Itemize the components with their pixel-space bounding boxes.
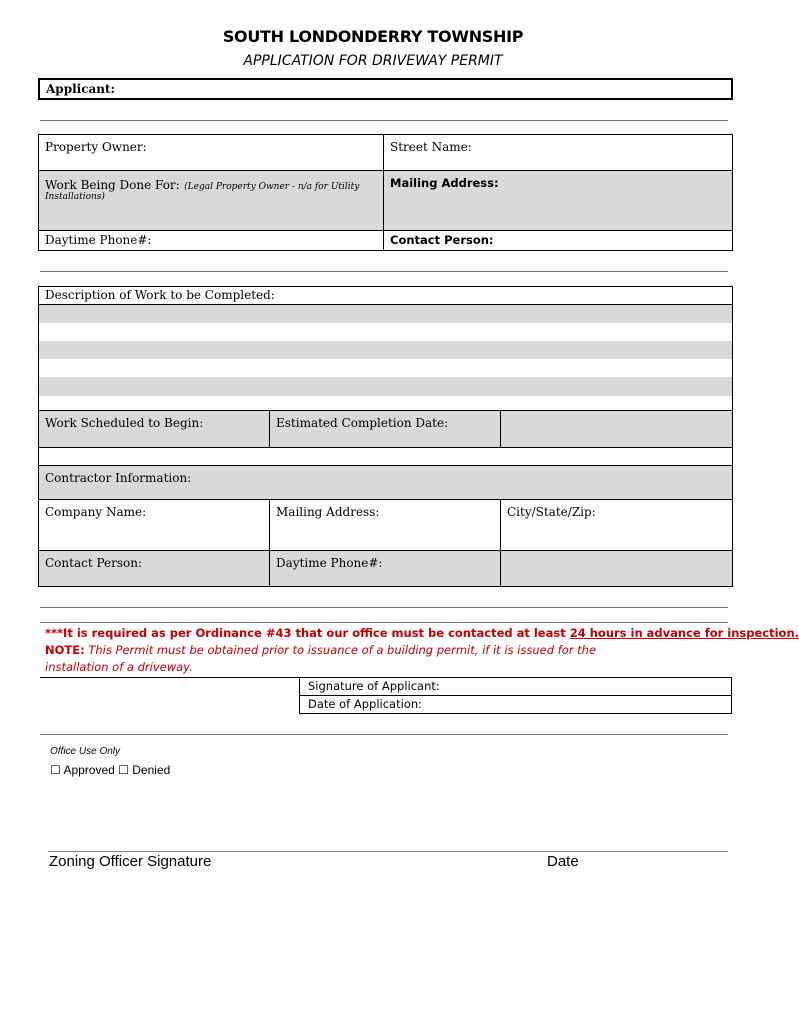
divider-line <box>40 120 728 121</box>
applicant-field[interactable] <box>38 78 733 100</box>
street-name-field[interactable] <box>384 135 732 171</box>
description-line-3[interactable] <box>39 341 732 359</box>
note-text-line2: installation of a driveway. <box>45 660 193 674</box>
divider-line <box>40 607 728 608</box>
form-title: SOUTH LONDONDERRY TOWNSHIP <box>222 27 524 46</box>
column-divider <box>500 499 501 586</box>
description-line-2[interactable] <box>39 323 732 341</box>
divider-line <box>40 734 728 735</box>
mailing-address-field[interactable] <box>384 171 732 231</box>
notice-prefix: ***It is required as per Ordinance #43 that our office must be contacted at least <box>45 626 570 640</box>
description-label: Description of Work to be Completed: <box>45 288 275 302</box>
inspection-notice <box>45 626 799 640</box>
estimated-completion-label: Estimated Completion Date: <box>276 416 449 430</box>
row-divider <box>39 230 732 231</box>
notice-underlined: 24 hours in advance for inspection. <box>569 626 799 640</box>
work-scheduled-label: Work Scheduled to Begin: <box>45 416 204 430</box>
form-subtitle: APPLICATION FOR DRIVEWAY PERMIT <box>243 53 503 69</box>
denied-checkbox[interactable]: ☐ <box>118 763 129 777</box>
description-line-1[interactable] <box>39 305 732 323</box>
zoning-signature-line[interactable] <box>48 851 728 852</box>
denied-label: Denied <box>132 763 171 777</box>
note-label: NOTE: <box>45 643 85 657</box>
city-state-zip-field[interactable] <box>501 500 732 551</box>
row-divider <box>39 465 732 466</box>
daytime-phone-label: Daytime Phone#: <box>45 233 152 247</box>
row-divider <box>39 304 732 305</box>
work-being-done-for-field[interactable] <box>39 171 384 231</box>
description-line-5[interactable] <box>39 377 732 396</box>
signature-left-line <box>40 677 299 678</box>
row-divider <box>39 170 732 171</box>
zoning-officer-signature-label: Zoning Officer Signature <box>49 853 212 870</box>
office-use-label: Office Use Only <box>50 746 121 757</box>
work-note-line2: Installations) <box>45 192 105 202</box>
column-divider <box>383 135 384 250</box>
date-label: Date <box>547 853 579 870</box>
row-divider <box>39 410 732 411</box>
row-divider <box>39 499 732 500</box>
column-divider <box>500 410 501 448</box>
contractor-extra-field[interactable] <box>501 551 732 586</box>
divider-line <box>40 622 728 623</box>
contractor-mailing-address-label: Mailing Address: <box>276 505 380 519</box>
work-note: (Legal Property Owner - n/a for Utility <box>184 182 360 192</box>
company-name-field[interactable] <box>39 500 270 551</box>
approved-checkbox[interactable]: ☐ <box>50 763 61 777</box>
divider-line <box>40 271 728 272</box>
signature-table <box>299 677 732 714</box>
approved-label: Approved <box>63 763 115 777</box>
work-scheduled-field[interactable] <box>39 411 270 448</box>
note-text: This Permit must be obtained prior to issuance of a building permit, if it is issued for the <box>84 643 597 657</box>
work-being-done-for-label: Work Being Done For: <box>45 178 180 192</box>
contractor-mailing-address-field[interactable] <box>270 500 501 551</box>
contractor-contact-person-label: Contact Person: <box>45 556 142 570</box>
contractor-label-row <box>39 466 732 500</box>
contractor-label: Contractor Information: <box>45 471 192 485</box>
contractor-daytime-phone-field[interactable] <box>270 551 501 586</box>
property-owner-label: Property Owner: <box>45 140 147 154</box>
column-divider <box>269 499 270 586</box>
contractor-daytime-phone-label: Daytime Phone#: <box>276 556 383 570</box>
daytime-phone-field[interactable] <box>39 231 384 250</box>
owner-section <box>38 134 733 251</box>
contact-person-field[interactable] <box>384 231 732 250</box>
estimated-completion-field[interactable] <box>270 411 501 448</box>
column-divider <box>269 410 270 448</box>
city-state-zip-label: City/State/Zip: <box>507 505 596 519</box>
date-of-application-field[interactable]: Date of Application: <box>308 697 423 711</box>
contact-person-label: Contact Person: <box>390 233 494 247</box>
street-name-label: Street Name: <box>390 140 472 154</box>
spacer-row <box>39 448 732 466</box>
row-divider <box>39 447 732 448</box>
row-divider <box>300 695 731 696</box>
row-divider <box>39 550 732 551</box>
applicant-signature-field[interactable]: Signature of Applicant: <box>308 679 440 693</box>
description-line-6[interactable] <box>39 396 732 411</box>
mailing-address-label: Mailing Address: <box>390 176 499 190</box>
contractor-contact-person-field[interactable] <box>39 551 270 586</box>
company-name-label: Company Name: <box>45 505 147 519</box>
completion-date-value-field[interactable] <box>501 411 732 448</box>
applicant-label: Applicant: <box>46 82 115 96</box>
description-label-row <box>39 287 732 305</box>
property-owner-field[interactable] <box>39 135 384 171</box>
office-approval <box>50 763 170 777</box>
description-section <box>38 286 733 587</box>
permit-note <box>45 643 596 657</box>
description-line-4[interactable] <box>39 359 732 377</box>
